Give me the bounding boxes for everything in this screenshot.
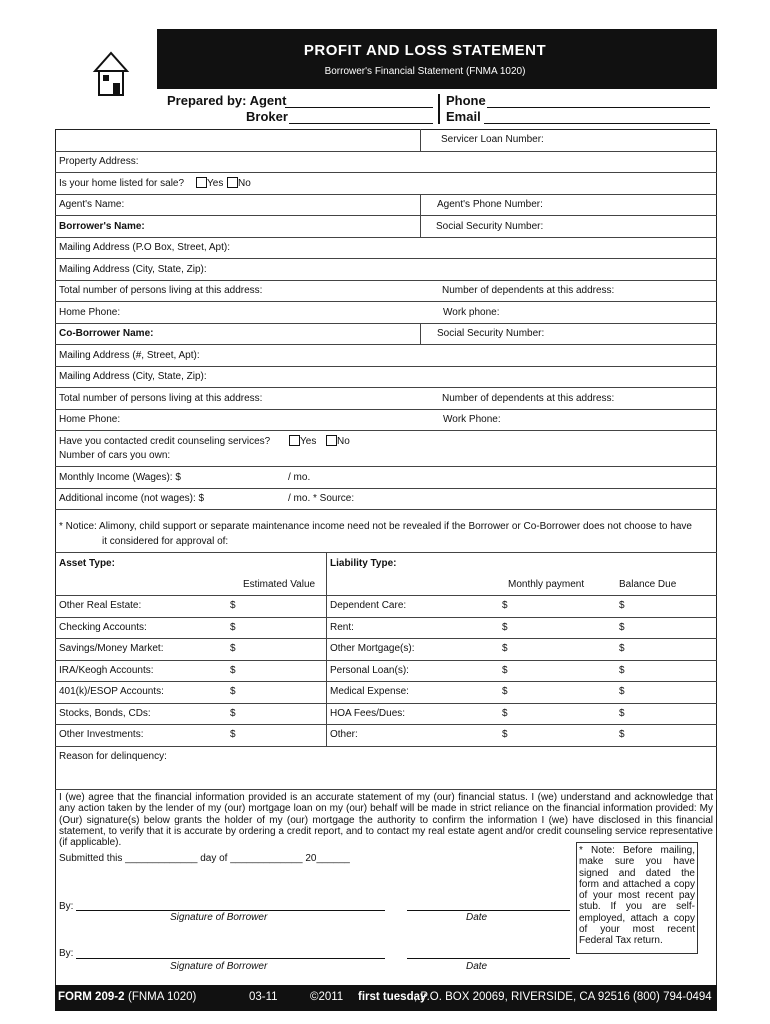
asset-label: Savings/Money Market: <box>59 643 164 654</box>
footer-bar <box>55 985 717 1011</box>
coborrower-home-phone-label: Home Phone: <box>59 414 121 425</box>
row-rule <box>55 430 717 431</box>
coborrower-dependents-label: Number of dependents at this address: <box>442 393 615 404</box>
col-divider <box>420 323 421 344</box>
dollar-sign: $ <box>619 708 625 719</box>
row-rule <box>55 681 717 682</box>
asset-label: 401(k)/ESOP Accounts: <box>59 686 164 697</box>
borrowers-name-label: Borrower's Name: <box>59 221 145 232</box>
liability-label: Other Mortgage(s): <box>330 643 415 654</box>
dollar-sign: $ <box>230 622 236 633</box>
per-month-label: / mo. <box>288 472 311 483</box>
signature-caption-2: Signature of Borrower <box>170 961 268 972</box>
row-rule <box>55 660 717 661</box>
row-rule <box>55 409 717 410</box>
row-rule <box>55 172 717 173</box>
liability-label: Other: <box>330 729 358 740</box>
dollar-sign: $ <box>230 600 236 611</box>
row-rule <box>55 703 717 704</box>
yes-label: Yes <box>300 436 317 447</box>
header-divider <box>438 94 440 124</box>
agreement-paragraph: I (we) agree that the financial information provided is an accurate statement of my (our) financial status. I (we) understand and acknowledge that any action taken by the lender of my (our) mortgage loan on my (our) behalf will be made in strict reliance on the financial information provided: My (Our) signature(s) below grants the holder of my (our) mortgage the authority to confirm the information I (we) have disclosed in this financial statement, to verify that it is accurate by ordering a credit report, and to contact my real estate agent and/or credit counseling service representative (if applicable). <box>59 792 713 849</box>
asset-label: Stocks, Bonds, CDs: <box>59 708 151 719</box>
dollar-sign: $ <box>619 686 625 697</box>
row-rule <box>55 789 717 790</box>
house-icon <box>55 29 157 109</box>
col-divider <box>420 129 421 151</box>
submitted-this-line: Submitted this _____________ day of _____________ 20______ <box>59 853 350 864</box>
liability-label: Dependent Care: <box>330 600 407 611</box>
additional-income-label: Additional income (not wages): $ <box>59 493 205 504</box>
row-rule <box>55 746 717 747</box>
date-caption-2: Date <box>466 961 488 972</box>
liability-label: Medical Expense: <box>330 686 409 697</box>
coborrower-mailing-city-label: Mailing Address (City, State, Zip): <box>59 371 207 382</box>
row-rule <box>55 617 717 618</box>
dollar-sign: $ <box>619 622 625 633</box>
work-phone-label: Work phone: <box>443 307 500 318</box>
revision-date: 03-11 <box>249 991 278 1003</box>
row-rule <box>55 387 717 388</box>
credit-counseling-label: Have you contacted credit counseling services? <box>59 436 271 447</box>
agents-phone-label: Agent's Phone Number: <box>437 199 543 210</box>
date-line-1[interactable] <box>407 910 570 911</box>
dollar-sign: $ <box>502 643 508 654</box>
date-caption-1: Date <box>466 912 488 923</box>
borrower-signature-line-1[interactable] <box>76 910 385 911</box>
home-listed-label: Is your home listed for sale? <box>59 178 185 189</box>
house-logo-box <box>55 29 157 109</box>
phone-field[interactable] <box>487 107 710 108</box>
dollar-sign: $ <box>502 665 508 676</box>
row-rule <box>55 595 717 596</box>
page-title: PROFIT AND LOSS STATEMENT <box>303 42 547 59</box>
cars-owned-label: Number of cars you own: <box>59 450 171 461</box>
col-divider <box>326 552 327 746</box>
phone-label: Phone <box>446 93 486 108</box>
asset-label: Other Real Estate: <box>59 600 142 611</box>
borrower-ssn-label: Social Security Number: <box>436 221 544 232</box>
per-month-source-label: / mo. * Source: <box>288 493 355 504</box>
no-label: No <box>238 178 251 189</box>
servicer-loan-label: Servicer Loan Number: <box>441 134 544 145</box>
asset-label: Checking Accounts: <box>59 622 147 633</box>
coborrower-work-phone-label: Work Phone: <box>443 414 501 425</box>
credit-counseling-no-checkbox[interactable] <box>326 435 337 446</box>
balance-due-header: Balance Due <box>619 579 677 590</box>
mailing-city-label: Mailing Address (City, State, Zip): <box>59 264 207 275</box>
row-rule <box>55 724 717 725</box>
page-subtitle: Borrower's Financial Statement (FNMA 1020) <box>324 66 526 77</box>
dollar-sign: $ <box>230 686 236 697</box>
dollar-sign: $ <box>230 665 236 676</box>
form-fnma: (FNMA 1020) <box>128 991 197 1003</box>
row-rule <box>55 237 717 238</box>
dollar-sign: $ <box>502 708 508 719</box>
row-rule <box>55 215 717 216</box>
broker-field[interactable] <box>289 123 433 124</box>
row-rule <box>55 344 717 345</box>
dollar-sign: $ <box>502 622 508 633</box>
reason-delinquency-label: Reason for delinquency: <box>59 751 167 762</box>
dollar-sign: $ <box>619 729 625 740</box>
row-rule <box>55 552 717 553</box>
asset-label: IRA/Keogh Accounts: <box>59 665 154 676</box>
liability-label: Personal Loan(s): <box>330 665 409 676</box>
mailing-note-box: * Note: Before mailing, make sure you have signed and dated the form and attached a copy of your most recent pay stub. If you are self-employed, attach a copy of your most recent Federal Tax return. <box>576 842 698 954</box>
coborrower-mailing-street-label: Mailing Address (#, Street, Apt): <box>59 350 200 361</box>
home-listed-no-checkbox[interactable] <box>227 177 238 188</box>
dollar-sign: $ <box>230 708 236 719</box>
signature-caption-1: Signature of Borrower <box>170 912 268 923</box>
coborrower-persons-living-label: Total number of persons living at this address: <box>59 393 263 404</box>
by-label-1: By: <box>59 901 74 912</box>
borrower-signature-line-2[interactable] <box>76 958 385 959</box>
dollar-sign: $ <box>230 643 236 654</box>
agent-field[interactable] <box>285 107 433 108</box>
row-rule <box>55 638 717 639</box>
row-rule <box>55 366 717 367</box>
by-label-2: By: <box>59 948 74 959</box>
row-rule <box>55 488 717 489</box>
dollar-sign: $ <box>502 729 508 740</box>
dollar-sign: $ <box>230 729 236 740</box>
persons-living-label: Total number of persons living at this address: <box>59 285 263 296</box>
liability-label: HOA Fees/Dues: <box>330 708 406 719</box>
row-rule <box>55 466 717 467</box>
dependents-label: Number of dependents at this address: <box>442 285 615 296</box>
dollar-sign: $ <box>619 665 625 676</box>
yes-label: Yes <box>207 178 224 189</box>
liability-label: Rent: <box>330 622 354 633</box>
form-number: FORM 209-2 <box>58 991 125 1003</box>
dollar-sign: $ <box>502 686 508 697</box>
liability-type-header: Liability Type: <box>330 558 397 569</box>
dollar-sign: $ <box>502 600 508 611</box>
prepared-by-agent-label: Prepared by: Agent <box>167 93 287 108</box>
property-address-label: Property Address: <box>59 156 139 167</box>
row-rule <box>55 194 717 195</box>
row-rule <box>55 301 717 302</box>
dollar-sign: $ <box>619 643 625 654</box>
col-divider <box>420 194 421 237</box>
asset-label: Other Investments: <box>59 729 144 740</box>
monthly-payment-header: Monthly payment <box>508 579 585 590</box>
monthly-income-label: Monthly Income (Wages): $ <box>59 472 181 483</box>
notice-line-2: it considered for approval of: <box>102 536 229 547</box>
agents-name-label: Agent's Name: <box>59 199 125 210</box>
coborrower-name-label: Co-Borrower Name: <box>59 328 154 339</box>
email-label: Email <box>446 109 481 124</box>
dollar-sign: $ <box>619 600 625 611</box>
home-phone-label: Home Phone: <box>59 307 121 318</box>
notice-line-1: * Notice: Alimony, child support or separate maintenance income need not be revealed if the Borrower or Co-Borrower does not choose to have <box>59 521 692 532</box>
copyright-year: ©2011 <box>310 991 344 1003</box>
home-listed-yes-checkbox[interactable] <box>196 177 207 188</box>
estimated-value-header: Estimated Value <box>243 579 316 590</box>
row-rule <box>55 258 717 259</box>
credit-counseling-yes-checkbox[interactable] <box>289 435 300 446</box>
no-label: No <box>337 436 350 447</box>
mailing-po-label: Mailing Address (P.O Box, Street, Apt): <box>59 242 231 253</box>
publisher-name: first tuesday <box>358 991 427 1003</box>
email-field[interactable] <box>484 123 710 124</box>
publisher-address: , P.O. BOX 20069, RIVERSIDE, CA 92516 (800) 794-0494 <box>414 991 712 1003</box>
coborrower-ssn-label: Social Security Number: <box>437 328 545 339</box>
row-rule <box>55 280 717 281</box>
broker-label: Broker <box>246 109 288 124</box>
row-rule <box>55 323 717 324</box>
asset-type-header: Asset Type: <box>59 558 115 569</box>
row-rule <box>55 509 717 510</box>
date-line-2[interactable] <box>407 958 570 959</box>
row-rule <box>55 151 717 152</box>
